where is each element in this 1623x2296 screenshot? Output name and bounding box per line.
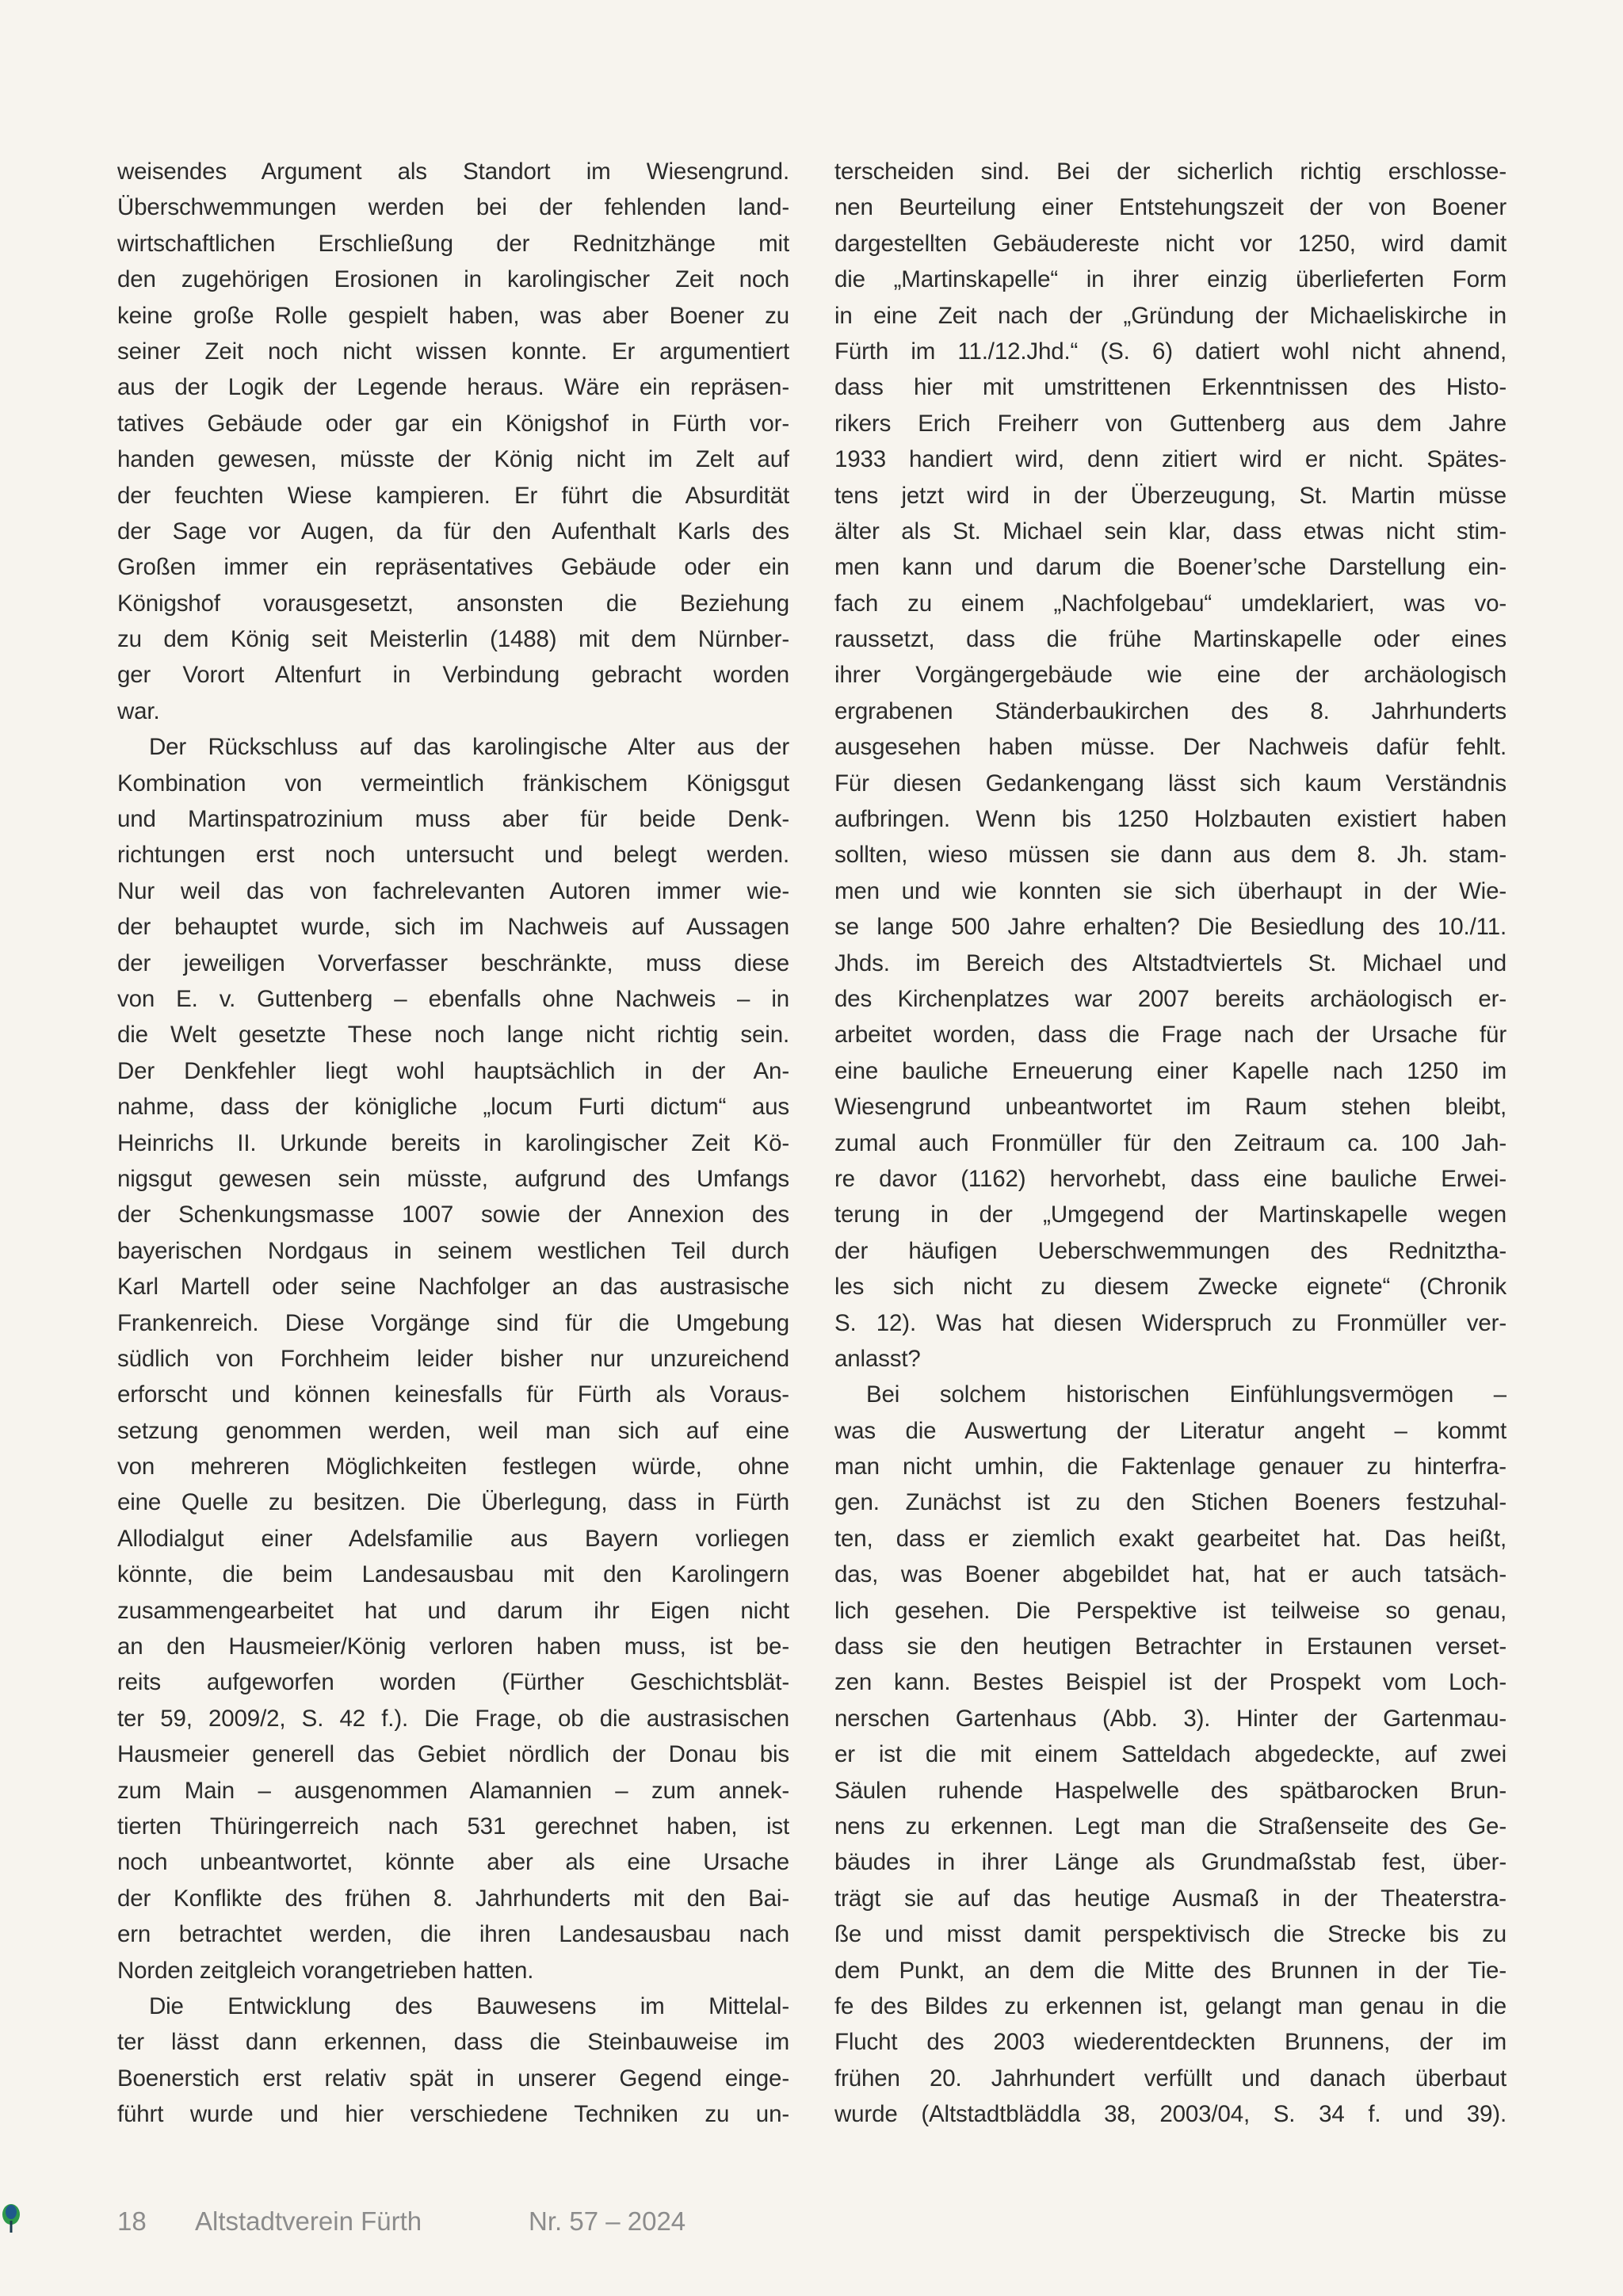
text-line: reits aufgeworfen worden (Fürther Geschichtsblät-: [117, 1669, 789, 1696]
text-line: Säulen ruhende Haspelwelle des spätbarocken Brun-: [834, 1777, 1507, 1804]
text-line: zusammengearbeitet hat und darum ihr Eigen nicht: [117, 1597, 789, 1624]
paragraph: [117, 729, 789, 1988]
text-line: was die Auswertung der Literatur angeht – kommt: [834, 1417, 1507, 1444]
text-line: tens jetzt wird in der Überzeugung, St. Martin müsse: [834, 482, 1507, 509]
text-line: des Kirchenplatzes war 2007 bereits archäologisch er-: [834, 985, 1507, 1012]
text-line: Jhds. im Bereich des Altstadtviertels St. Michael und: [834, 949, 1507, 976]
paragraph: [117, 1988, 789, 2133]
text-line: Karl Martell oder seine Nachfolger an das austrasische: [117, 1274, 789, 1301]
text-line: seiner Zeit noch nicht wissen konnte. Er argumentiert: [117, 338, 789, 365]
tree-icon: [0, 2203, 22, 2233]
text-line: fach zu einem „Nachfolgebau“ umdeklariert, was vo-: [834, 590, 1507, 617]
text-line: er ist die mit einem Satteldach abgedeckte, auf zwei: [834, 1741, 1507, 1768]
text-line: 1933 handiert wird, denn zitiert wird er nicht. Spätes-: [834, 446, 1507, 473]
text-line: ihrer Vorgängergebäude wie eine der archäologisch: [834, 662, 1507, 689]
text-line: ergrabenen Ständerbaukirchen des 8. Jahrhunderts: [834, 697, 1507, 724]
text-line: re davor (1162) hervorhebt, dass eine bauliche Erwei-: [834, 1165, 1507, 1192]
text-line: Flucht des 2003 wiederentdeckten Brunnens, der im: [834, 2029, 1507, 2056]
text-line: ger Vorort Altenfurt in Verbindung gebracht worden: [117, 662, 789, 689]
text-line: ter lässt dann erkennen, dass die Steinbauweise im: [117, 2029, 789, 2056]
text-line: der Konflikte des frühen 8. Jahrhunderts mit den Bai-: [117, 1885, 789, 1912]
text-line: Königshof vorausgesetzt, ansonsten die Beziehung: [117, 590, 789, 617]
text-line: nerschen Gartenhaus (Abb. 3). Hinter der Gartenmau-: [834, 1705, 1507, 1732]
text-line: nigsgut gewesen sein müsste, aufgrund des Umfangs: [117, 1165, 789, 1192]
text-column-left: [117, 154, 789, 2132]
text-line: erforscht und können keinesfalls für Fürth als Voraus-: [117, 1381, 789, 1408]
text-line: rikers Erich Freiherr von Guttenberg aus dem Jahre: [834, 410, 1507, 437]
page-footer: [0, 2203, 1623, 2243]
text-line: zu dem König seit Meisterlin (1488) mit dem Nürnber-: [117, 626, 789, 653]
text-line: Überschwemmungen werden bei der fehlenden land-: [117, 194, 789, 221]
text-line: zen kann. Bestes Beispiel ist der Prospekt vom Loch-: [834, 1669, 1507, 1696]
text-line: lich gesehen. Die Perspektive ist teilweise so genau,: [834, 1597, 1507, 1624]
text-line: der behauptet wurde, sich im Nachweis auf Aussagen: [117, 914, 789, 941]
paragraph: [117, 154, 789, 729]
text-line: ausgesehen haben müsse. Der Nachweis dafür fehlt.: [834, 734, 1507, 761]
text-line: les sich nicht zu diesem Zwecke eignete“ (Chronik: [834, 1274, 1507, 1301]
text-line: weisendes Argument als Standort im Wiesengrund.: [117, 159, 789, 185]
text-line: südlich von Forchheim leider bisher nur unzureichend: [117, 1345, 789, 1372]
text-line: handen gewesen, müsste der König nicht im Zelt auf: [117, 446, 789, 473]
text-line: nahme, dass der königliche „locum Furti dictum“ aus: [117, 1094, 789, 1121]
text-line: Der Rückschluss auf das karolingische Alter aus der: [149, 734, 789, 761]
text-line: älter als St. Michael sein klar, dass etwas nicht stim-: [834, 518, 1507, 544]
text-line: bäudes in ihrer Länge als Grundmaßstab fest, über-: [834, 1849, 1507, 1876]
text-line: eine bauliche Erneuerung einer Kapelle nach 1250 im: [834, 1057, 1507, 1084]
text-line: die „Martinskapelle“ in ihrer einzig überlieferten Form: [834, 266, 1507, 293]
text-line: dass hier mit umstrittenen Erkenntnissen des Histo-: [834, 374, 1507, 401]
text-line: trägt sie auf das heutige Ausmaß in der Theaterstra-: [834, 1885, 1507, 1912]
text-line: Frankenreich. Diese Vorgänge sind für die Umgebung: [117, 1309, 789, 1336]
text-line: in eine Zeit nach der „Gründung der Michaeliskirche in: [834, 302, 1507, 329]
text-line: das, was Boener abgebildet hat, hat er auch tatsäch-: [834, 1561, 1507, 1588]
text-line: wurde (Altstadtbläddla 38, 2003/04, S. 34 f. und 39).: [834, 2101, 1507, 2128]
text-line: ern betrachtet werden, die ihren Landesausbau nach: [117, 1921, 789, 1948]
text-line: se lange 500 Jahre erhalten? Die Besiedlung des 10./11.: [834, 914, 1507, 941]
text-line: dass sie den heutigen Betrachter in Erstaunen verset-: [834, 1633, 1507, 1660]
text-line: terung in der „Umgegend der Martinskapelle wegen: [834, 1201, 1507, 1228]
text-line: aufbringen. Wenn bis 1250 Holzbauten existiert haben: [834, 806, 1507, 833]
text-line: von mehreren Möglichkeiten festlegen würde, ohne: [117, 1454, 789, 1480]
text-line: der jeweiligen Vorverfasser beschränkte, muss diese: [117, 949, 789, 976]
text-line: anlasst?: [834, 1345, 921, 1372]
text-line: Hausmeier generell das Gebiet nördlich der Donau bis: [117, 1741, 789, 1768]
text-line: Wiesengrund unbeantwortet im Raum stehen bleibt,: [834, 1094, 1507, 1121]
text-line: sollten, wieso müssen sie dann aus dem 8. Jh. stam-: [834, 842, 1507, 869]
text-line: tatives Gebäude oder gar ein Königshof in Fürth vor-: [117, 410, 789, 437]
page-number: 18: [117, 2206, 147, 2236]
text-line: aus der Logik der Legende heraus. Wäre ein repräsen-: [117, 374, 789, 401]
text-line: Großen immer ein repräsentatives Gebäude oder ein: [117, 554, 789, 581]
text-line: raussetzt, dass die frühe Martinskapelle oder eines: [834, 626, 1507, 653]
text-line: der häufigen Ueberschwemmungen des Rednitztha-: [834, 1237, 1507, 1264]
text-line: Bei solchem historischen Einfühlungsvermögen –: [866, 1381, 1507, 1408]
text-line: Die Entwicklung des Bauwesens im Mittelal-: [149, 1992, 789, 2019]
text-line: Allodialgut einer Adelsfamilie aus Bayern vorliegen: [117, 1525, 789, 1552]
text-line: eine Quelle zu besitzen. Die Überlegung, dass in Fürth: [117, 1489, 789, 1516]
text-line: ße und misst damit perspektivisch die Strecke bis zu: [834, 1921, 1507, 1948]
text-line: terscheiden sind. Bei der sicherlich richtig erschlosse-: [834, 159, 1507, 185]
issue-number: Nr. 57 – 2024: [529, 2206, 686, 2236]
text-line: Nur weil das von fachrelevanten Autoren immer wie-: [117, 877, 789, 904]
text-line: setzung genommen werden, weil man sich auf eine: [117, 1417, 789, 1444]
paragraph: [834, 1377, 1507, 2132]
text-line: und Martinspatrozinium muss aber für beide Denk-: [117, 806, 789, 833]
text-line: S. 12). Was hat diesen Widerspruch zu Fronmüller ver-: [834, 1309, 1507, 1336]
text-line: keine große Rolle gespielt haben, was aber Boener zu: [117, 302, 789, 329]
text-line: Boenerstich erst relativ spät in unserer Gegend einge-: [117, 2065, 789, 2092]
text-line: der feuchten Wiese kampieren. Er führt die Absurdität: [117, 482, 789, 509]
text-line: noch unbeantwortet, könnte aber als eine Ursache: [117, 1849, 789, 1876]
text-line: dargestellten Gebäudereste nicht vor 1250, wird damit: [834, 230, 1507, 257]
text-line: die Welt gesetzte These noch lange nicht richtig sein.: [117, 1022, 789, 1049]
text-line: zum Main – ausgenommen Alamannien – zum annek-: [117, 1777, 789, 1804]
text-line: Der Denkfehler liegt wohl hauptsächlich in der An-: [117, 1057, 789, 1084]
text-line: gen. Zunächst ist zu den Stichen Boeners festzuhal-: [834, 1489, 1507, 1516]
text-line: den zugehörigen Erosionen in karolingischer Zeit noch: [117, 266, 789, 293]
text-column-right: [834, 154, 1507, 2132]
text-line: frühen 20. Jahrhundert verfüllt und danach überbaut: [834, 2065, 1507, 2092]
text-line: fe des Bildes zu erkennen ist, gelangt man genau in die: [834, 1992, 1507, 2019]
text-line: ter 59, 2009/2, S. 42 f.). Die Frage, ob die austrasischen: [117, 1705, 789, 1732]
text-line: nen Beurteilung einer Entstehungszeit der von Boener: [834, 194, 1507, 221]
text-line: Norden zeitgleich vorangetrieben hatten.: [117, 1957, 534, 1984]
text-line: dem Punkt, an dem die Mitte des Brunnen in der Tie-: [834, 1957, 1507, 1984]
text-line: von E. v. Guttenberg – ebenfalls ohne Nachweis – in: [117, 985, 789, 1012]
text-line: der Sage vor Augen, da für den Aufenthalt Karls des: [117, 518, 789, 544]
text-line: war.: [117, 697, 160, 724]
text-line: richtungen erst noch untersucht und belegt werden.: [117, 842, 789, 869]
text-line: an den Hausmeier/König verloren haben muss, ist be-: [117, 1633, 789, 1660]
text-line: zumal auch Fronmüller für den Zeitraum ca. 100 Jah-: [834, 1129, 1507, 1156]
text-line: arbeitet worden, dass die Frage nach der Ursache für: [834, 1022, 1507, 1049]
text-line: men und wie konnten sie sich überhaupt in der Wie-: [834, 877, 1507, 904]
text-line: bayerischen Nordgaus in seinem westlichen Teil durch: [117, 1237, 789, 1264]
text-line: tierten Thüringerreich nach 531 gerechnet haben, ist: [117, 1813, 789, 1839]
text-line: ten, dass er ziemlich exakt gearbeitet hat. Das heißt,: [834, 1525, 1507, 1552]
text-line: Heinrichs II. Urkunde bereits in karolingischer Zeit Kö-: [117, 1129, 789, 1156]
text-line: man nicht umhin, die Faktenlage genauer zu hinterfra-: [834, 1454, 1507, 1480]
text-line: nens zu erkennen. Legt man die Straßenseite des Ge-: [834, 1813, 1507, 1839]
text-line: führt wurde und hier verschiedene Techniken zu un-: [117, 2101, 789, 2128]
text-line: Für diesen Gedankengang lässt sich kaum Verständnis: [834, 770, 1507, 797]
text-line: könnte, die beim Landesausbau mit den Karolingern: [117, 1561, 789, 1588]
text-line: der Schenkungsmasse 1007 sowie der Annexion des: [117, 1201, 789, 1228]
publication-name: Altstadtverein Fürth: [195, 2206, 422, 2236]
paragraph: [834, 154, 1507, 1377]
text-line: men kann und darum die Boener’sche Darstellung ein-: [834, 554, 1507, 581]
text-line: wirtschaftlichen Erschließung der Rednitzhänge mit: [117, 230, 789, 257]
text-line: Kombination von vermeintlich fränkischem Königsgut: [117, 770, 789, 797]
text-line: Fürth im 11./12.Jhd.“ (S. 6) datiert wohl nicht ahnend,: [834, 338, 1507, 365]
